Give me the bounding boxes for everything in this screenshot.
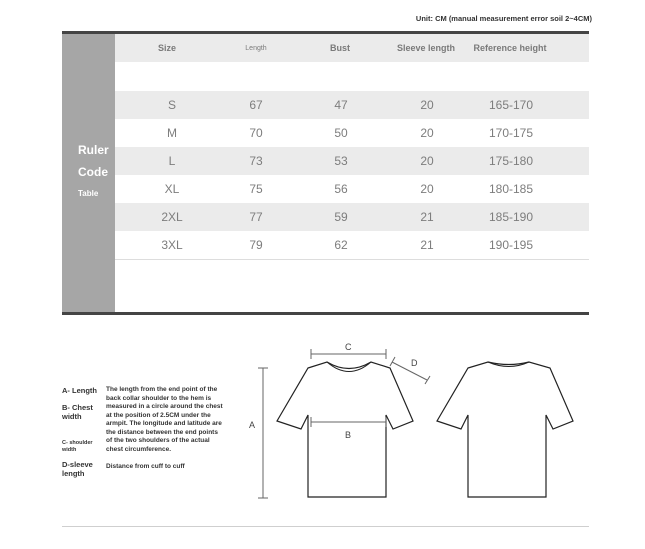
table-row — [115, 203, 589, 231]
header-sleeve-length: Sleeve length — [396, 43, 456, 53]
legend-b-term-line1: B- Chest — [62, 403, 93, 412]
table-row — [115, 91, 589, 119]
table-row — [115, 231, 589, 259]
cell-length: 77 — [249, 210, 263, 224]
cell-size: 3XL — [161, 238, 183, 252]
cell-size: M — [167, 126, 177, 140]
legend-c-term-line1: C- shoulder — [62, 440, 93, 446]
legend-description-line: measured in a circle around the chest — [106, 403, 223, 410]
cell-size: XL — [164, 182, 180, 196]
table-row — [115, 147, 589, 175]
side-label-line3: Table — [78, 189, 99, 198]
legend-description-line: back collar shoulder to the hem is — [106, 394, 212, 402]
header-size: Size — [157, 43, 177, 53]
label-c: C — [345, 342, 352, 352]
cell-length: 73 — [249, 154, 263, 168]
side-label-line1: Ruler — [78, 143, 109, 157]
legend-description-line: chest circumference. — [106, 445, 172, 453]
sleeve-dimension-line — [390, 357, 430, 384]
cell-sleeve: 20 — [420, 126, 434, 140]
side-label-line2: Code — [78, 165, 108, 179]
cell-bust: 59 — [334, 210, 348, 224]
size-chart-table — [62, 31, 589, 315]
legend-c-term-line2: width — [62, 447, 77, 453]
chest-dimension-line — [311, 417, 386, 427]
legend-a-term: A- Length — [62, 386, 97, 395]
cell-height: 180-185 — [488, 182, 534, 196]
legend-b-term-line2: width — [62, 412, 82, 421]
cell-bust: 50 — [334, 126, 348, 140]
legend-d-term-line1: D-sleeve — [62, 460, 93, 469]
legend-description-line: of the two shoulders of the actual — [106, 437, 210, 444]
cell-sleeve: 20 — [420, 98, 434, 112]
label-b: B — [345, 430, 352, 440]
header-reference-height: Reference height — [473, 43, 547, 53]
length-dimension-line — [258, 368, 268, 498]
cell-sleeve: 20 — [420, 182, 434, 196]
cell-size: 2XL — [161, 210, 183, 224]
cell-height: 185-190 — [488, 210, 534, 224]
cell-height: 170-175 — [488, 126, 534, 140]
legend-description-line: The length from the end point of the — [106, 386, 218, 393]
table-row — [115, 119, 589, 147]
cell-height: 165-170 — [488, 98, 534, 112]
cell-bust: 47 — [334, 98, 348, 112]
label-d: D — [411, 358, 418, 368]
table-spacer-row — [115, 62, 589, 91]
table-row-divider — [115, 259, 589, 260]
tshirt-measurement-diagram — [245, 335, 595, 510]
legend-description-line: the distance between the end points — [106, 428, 218, 436]
label-a: A — [249, 420, 256, 430]
cell-length: 75 — [249, 182, 263, 196]
legend-d-term-line2: length — [62, 469, 85, 478]
cell-size: L — [168, 154, 176, 168]
cell-size: S — [167, 98, 177, 112]
cell-bust: 62 — [334, 238, 348, 252]
cell-sleeve: 20 — [420, 154, 434, 168]
cell-sleeve: 21 — [420, 210, 434, 224]
cell-sleeve: 21 — [420, 238, 434, 252]
legend-description-line: at the position of 2.5CM under the — [106, 411, 211, 419]
cell-bust: 53 — [334, 154, 348, 168]
table-header-row — [115, 34, 589, 62]
cell-length: 79 — [249, 238, 263, 252]
bottom-divider — [62, 526, 589, 527]
cell-length: 70 — [249, 126, 263, 140]
header-length: Length — [245, 45, 267, 52]
header-bust: Bust — [330, 43, 350, 53]
unit-note: Unit: CM (manual measurement error soil 2~4CM) — [415, 14, 592, 23]
cell-height: 175-180 — [488, 154, 534, 168]
side-label — [62, 34, 115, 312]
legend-description-line: armpit. The longitude and latitude are — [106, 420, 222, 427]
cell-bust: 56 — [334, 182, 348, 196]
legend-d-description: Distance from cuff to cuff — [106, 463, 185, 470]
cell-height: 190-195 — [488, 238, 534, 252]
table-row — [115, 175, 589, 203]
back-tshirt-icon — [437, 362, 573, 497]
legend-description — [106, 386, 223, 454]
cell-length: 67 — [249, 98, 263, 112]
